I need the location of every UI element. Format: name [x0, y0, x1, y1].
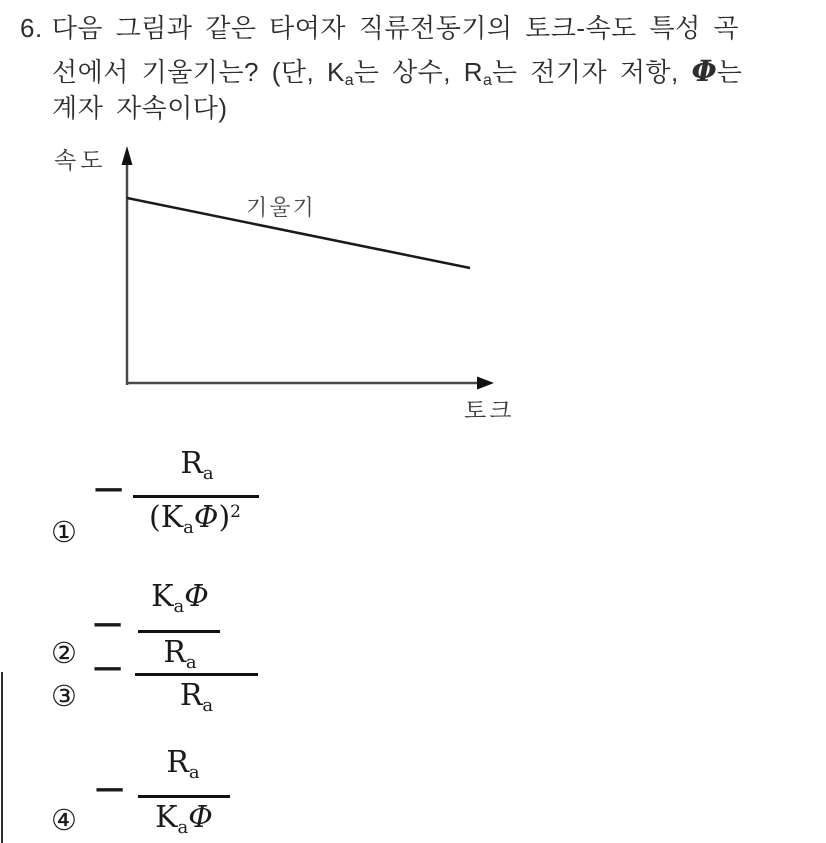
question-text-2d: 는	[716, 57, 743, 87]
option-3-fraction-bar	[135, 673, 258, 676]
option-1-fraction-bar	[133, 495, 259, 498]
x-axis-label: 토크	[464, 397, 515, 423]
ka-subscript: a	[344, 72, 354, 89]
option-1-marker: ①	[51, 515, 77, 549]
question-line-1	[20, 8, 739, 45]
y-axis-label: 속도	[54, 147, 107, 173]
question-number: 6.	[20, 13, 43, 43]
ra-subscript: a	[483, 72, 492, 89]
option-1-denominator: $(K_a\Phi)^2$	[148, 500, 241, 538]
x-axis-arrow-icon	[477, 377, 494, 390]
option-2-fraction-bar	[138, 630, 220, 633]
option-2-minus: −	[90, 599, 126, 648]
option-3-denominator: $R_a$	[179, 678, 214, 716]
question-text-1: 다음 그림과 같은 타여자 직류전동기의 토크-속도 특성 곡	[51, 13, 740, 43]
y-axis-arrow-icon	[122, 146, 133, 165]
phi-symbol: Φ	[691, 54, 717, 88]
option-1-minus: −	[91, 464, 127, 513]
slope-annotation: 기울기	[246, 195, 316, 220]
option-4-marker: ④	[51, 803, 77, 837]
option-3-minus: −	[90, 643, 126, 692]
question-line-2	[52, 52, 742, 90]
option-2-numerator: $K_a\Phi$	[151, 579, 209, 617]
question-line-3	[52, 88, 228, 125]
page-edge-line	[1, 672, 3, 843]
option-4-fraction-bar	[138, 795, 230, 798]
option-2-denominator: $R_a$	[163, 635, 197, 673]
question-text-3: 계자 자속이다)	[52, 93, 228, 123]
option-1-numerator: $R_a$	[180, 446, 214, 484]
question-text-2a: 선에서 기울기는? (단, K	[52, 57, 345, 87]
option-4-denominator: $K_a\Phi$	[155, 800, 213, 838]
option-2-marker: ②	[51, 636, 77, 670]
torque-speed-chart	[40, 140, 520, 420]
question-text-2b: 는 상수, R	[353, 57, 483, 87]
question-text-2c: 는 전기자 저항,	[491, 57, 692, 87]
option-4-numerator: $R_a$	[166, 745, 200, 783]
option-4-minus: −	[92, 764, 128, 813]
option-3-marker: ③	[51, 679, 77, 713]
